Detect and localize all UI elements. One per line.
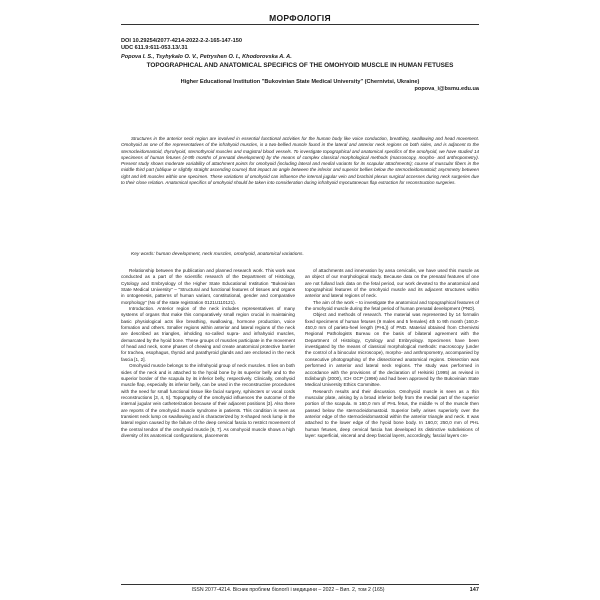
article-title: TOPOGRAPHICAL AND ANATOMICAL SPECIFICS OF THE OMOHYOID MUSCLE IN HUMAN FETUSES — [146, 62, 454, 69]
running-footer — [121, 584, 479, 594]
paragraph: of attachments and innervation by ansa cervicalis, we have used this muscle as an object of our morphological study. Because data on the prenatal features of one are not fulland lack data on the fetal period, our work devoted to the anatomical and topographical features of the omohyoid muscle and its adjacent structures within anterior and lateral regions of neck. — [305, 268, 479, 299]
footer-rule — [121, 584, 479, 585]
keywords: Key words: human development, neck muscles, omohyoid, anatomical variations. — [131, 252, 304, 257]
affiliation: Higher Educational Institution "Bukovinian State Medical University" (Chernivtsi, Ukraine) — [180, 79, 420, 85]
paragraph: Research results and their discussion. Omohyoid muscle is seen as a thin muscular plate, arising by a broad inferior belly from the medial part of the superior portion of the scapula. In 160,0 mm of PHL fetus, the middle ⅓ of the muscle then passed below the sternocleidomastoid. Superior belly arises superiorly over the anterior edge of the sternocleidomastoid within the anterior triangle and neck. It was attached to the lower edge of the hyoid bone body. In 160,0; 250,0 mm of PHL human fetuses, deep cervical fascia has developed its distinctive subdivisions of layer: superficial, visceral and deep fascial layers, accordingly, fascial layers cre- — [305, 388, 479, 438]
header-rule — [121, 24, 479, 25]
body-column-right — [305, 268, 479, 439]
body-column-left — [121, 268, 295, 439]
paragraph: Introduction. Anterior region of the neck includes representatives of many systems of organs that make this comparatively small region crucial in maintaining basic physiological acts like breathing, swallowing, hormone production, voice formation and others. Smaller regions within anterior and lateral regions of the neck are described as triangles, inholding so-called supra- and infrahyoid muscles, demarcated by the hyoid bone. These groups of muscles participate in the movement of head and neck, some phases of chewing and create anatomical protective barrier for trachea, esophagus, thyroid and parathyroid glands and are enclosed in the neck fascia [1, 2]. — [121, 306, 295, 362]
abstract: Structures in the anterior neck region are involved in essential functional activities for the human body like voice conduction, breathing, swallowing and head movement. Omohyoid as one of the representatives of the infrahyoid muscles, is a two-bellied muscle found in the lateral and anterior neck regions on both sides, and is adjacent to the sternocleidomastoid, thyrohyoid, sternothyroid muscles and magistral blood vessels. To investigate topographical and anatomical specifics of the omohyoid, we have studied 14 specimens of human fetuses (4-9th months of prenatal development) by the means of complex classical morphological methods (macroscopy, morpho- and anthropometry). Present study shows moderate variability of attachment points for omohyoid (including lateral and medial variants for its scapular attachments); course of muscular fibers in the middle third part (oblique or slightly straight ascending course) that impact an angle between the inferior and superior bellies below the sternocleidomastoid; asymmetry between right and left muscles within one specimen. These variations of omohyoid can influence the internal jugular vein and brachial plexus surgical accesses during neck surgeries due to their close relation. Anatomical specifics of omohyoid should be taken into consideration during infrahyoid myocutaneous flap extraction for reconstruction surgeries. — [121, 136, 479, 186]
paragraph: Relationship between the publication and planned research work. This work was conducted as a part of the scientific research of the Department of Histology, Cytology and Embryology of the Higher State Educational Institution "Bukovinian State Medical University" – "Structural and functional features of tissues and organs in ontogenesis, patterns of human variant, constitutional, gender and comparative morphology" (No of the state registration 0121U110121). — [121, 268, 295, 305]
running-header — [121, 5, 479, 25]
authors: Popova I. S., Tsyhykalo O. V., Petryshen O. I., Khodorovska A. A. — [121, 54, 292, 60]
doi: DOI 10.29254/2077-4214-2022-2-2-165-147-150 — [121, 38, 242, 44]
udc: UDC 611.9:611-053.13/.31 — [121, 45, 188, 51]
section-title: МОРФОЛОГІЯ — [269, 13, 331, 23]
page-number: 147 — [469, 587, 479, 593]
paragraph: The aim of the work – to investigate the anatomical and topographical features of the omohyoid muscle during the fetal period of human prenatal development (PND). — [305, 299, 479, 312]
paragraph: Object and methods of research. The material was represented by 14 formalin fixed specimens of human fetuses (9 males and 5 females) 4th to 9th month (160,0-450,0 mm of parieto-heel length (PHL)) of PND. Material obtained from Chernivtsi Regional Pathologists Bureau on the basis of bilateral agreement with the Department of Histology, Cytology and Embryology. Specimens have been investigated by the means of classical morphological methods: macroscopy (under the control of a binocular microscope), morpho- and anthropometry, accompanied by consecutive photographing of the dissectioned anatomical regions. Dissection was performed in anterior and lateral neck regions. The study was performed in accordance with the provisions of the declaration of Helsinki (1995) as revised in Edinburgh (2000), ICH GCP (1996) and had been approved by the Bukovinian State Medical University Ethics Committee. — [305, 312, 479, 388]
paragraph: Omohyoid muscle belongs to the infrahyoid group of neck muscles. It lies on both sides of the neck and is attached to the hyoid bone by its superior belly and to the superior border of the scapula by its inferior belly, respectively. Clinically, omohyoid muscle flap, especially its inferior belly, can be used in the reconstructive procedures with the need for small functional tissue like facial surgery, sphincters or vocal cords reconstructions [3, 4, 5]. Topography of the omohyoid influences the outcome of the internal jugular vein catheterization because of their adjacent positions [3]. Also there are reports of the omohyoid muscle syndrome in patients. This condition is seen as transient neck lump on swallowing and is characterized by X-shaped neck lump in the lateral region caused by the failure of the deep cervical fascia to restrict movement of the central tendon of the omohyoid muscle [6, 7]. As omohyoid muscle shows a high diversity of its anatomical configurations, placements — [121, 363, 295, 438]
journal-citation: ISSN 2077-4214. Вісник проблем біології і медицини – 2022 – Вип. 2, том 2 (165) — [191, 587, 385, 593]
contact-email: popova_i@bsmu.edu.ua — [414, 86, 479, 92]
